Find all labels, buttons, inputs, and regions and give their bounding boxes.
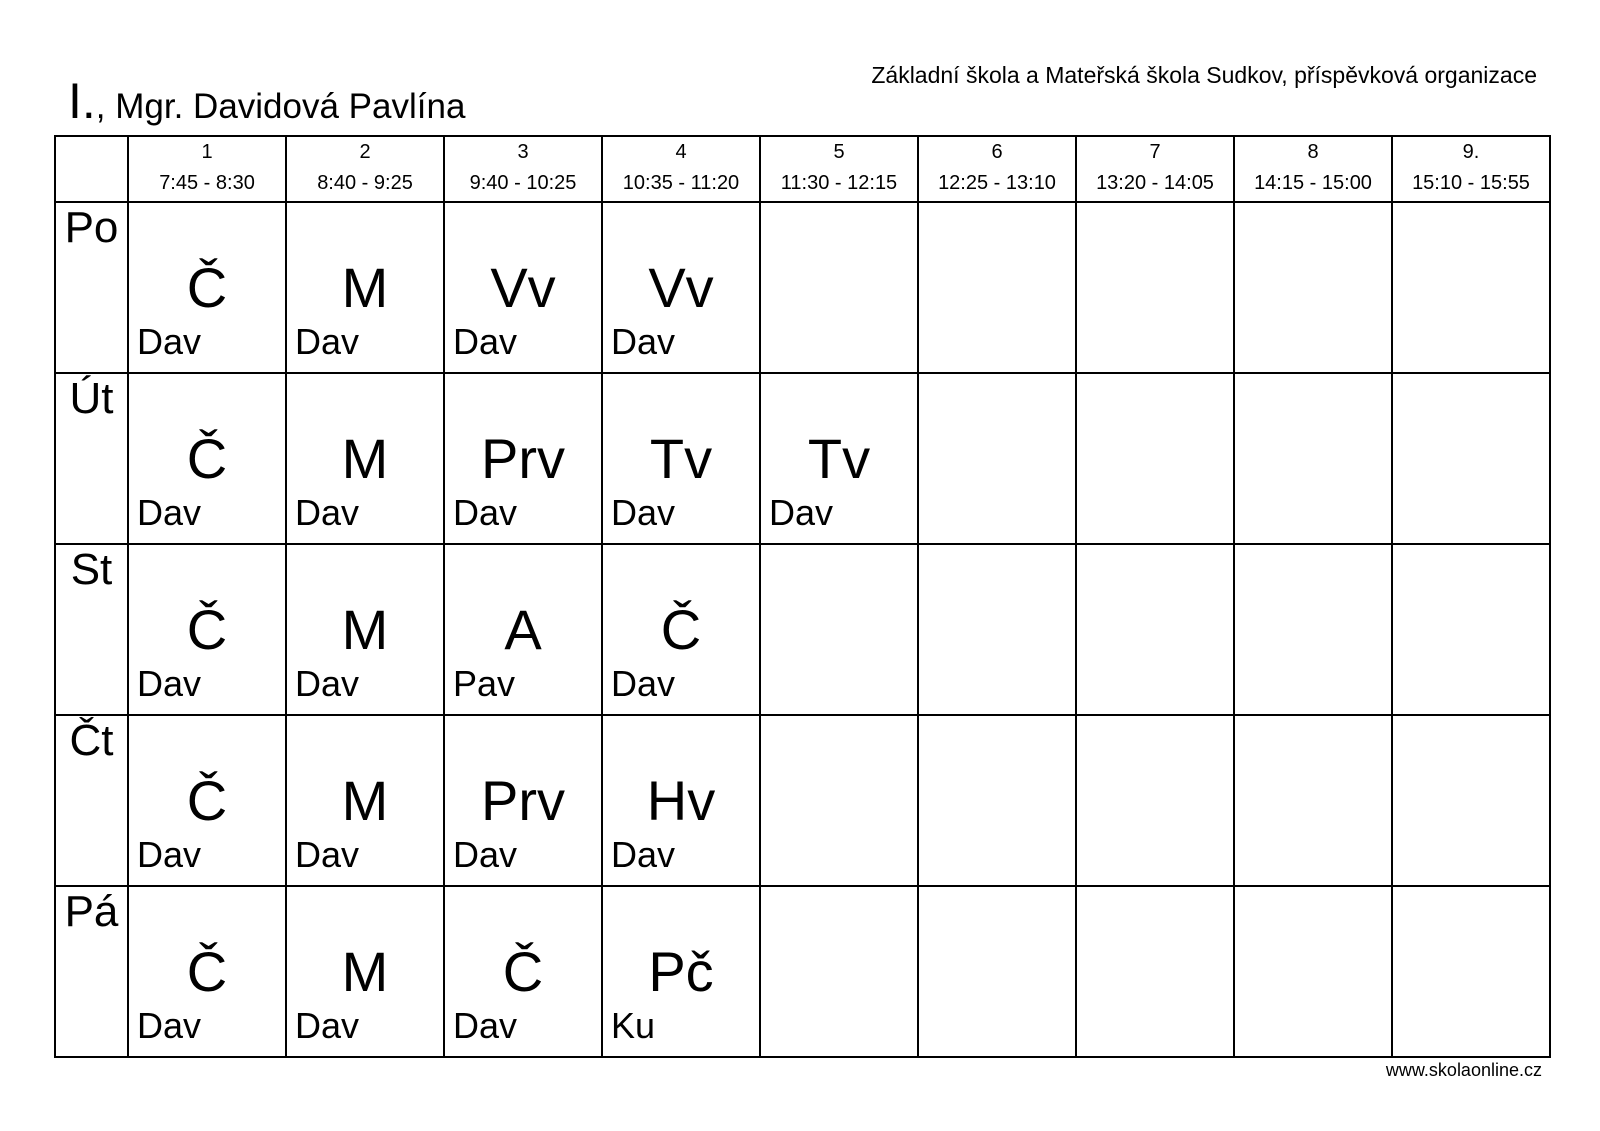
lesson-subject: Č — [186, 940, 228, 1003]
period-number: 9. — [1462, 141, 1480, 163]
period-header — [286, 136, 444, 202]
lesson-cell — [602, 715, 760, 886]
lesson-cell — [760, 544, 918, 715]
period-header — [918, 136, 1076, 202]
lesson-teacher: Ku — [611, 1005, 656, 1046]
period-number: 7 — [1149, 141, 1161, 163]
lesson-subject: Tv — [807, 427, 871, 490]
lesson-cell — [1076, 544, 1234, 715]
period-header — [444, 136, 602, 202]
lesson-subject: Prv — [481, 427, 565, 490]
lesson-teacher: Dav — [611, 663, 676, 704]
lesson-teacher: Dav — [295, 834, 360, 875]
lesson-cell — [444, 202, 602, 373]
lesson-teacher: Dav — [295, 492, 360, 533]
day-label — [55, 886, 128, 1057]
lesson-cell — [1234, 373, 1392, 544]
lesson-subject: Pč — [648, 940, 714, 1003]
lesson-cell — [1392, 544, 1550, 715]
period-time: 12:25 - 13:10 — [938, 172, 1056, 194]
timetable — [54, 135, 1551, 1058]
lesson-cell — [918, 202, 1076, 373]
lesson-cell — [1392, 715, 1550, 886]
lesson-cell — [128, 202, 286, 373]
day-row — [55, 715, 1550, 886]
day-row — [55, 202, 1550, 373]
lesson-teacher: Dav — [453, 1005, 518, 1046]
lesson-cell — [1076, 373, 1234, 544]
lesson-teacher: Dav — [611, 834, 676, 875]
lesson-teacher: Dav — [453, 321, 518, 362]
lesson-cell — [128, 373, 286, 544]
period-number: 8 — [1307, 141, 1319, 163]
period-time: 15:10 - 15:55 — [1412, 172, 1530, 194]
lesson-subject: M — [341, 598, 389, 661]
lesson-cell — [1234, 544, 1392, 715]
period-header — [1234, 136, 1392, 202]
day-row — [55, 886, 1550, 1057]
lesson-subject: M — [341, 427, 389, 490]
schedule-title — [68, 73, 466, 129]
lesson-subject: A — [504, 598, 542, 661]
period-time: 13:20 - 14:05 — [1096, 172, 1214, 194]
lesson-teacher: Dav — [611, 492, 676, 533]
lesson-subject: Vv — [648, 256, 714, 319]
lesson-cell — [1234, 202, 1392, 373]
period-header — [1076, 136, 1234, 202]
lesson-cell — [286, 715, 444, 886]
lesson-cell — [1076, 715, 1234, 886]
lesson-subject: Č — [186, 427, 228, 490]
lesson-subject: Vv — [490, 256, 556, 319]
period-number: 3 — [517, 141, 529, 163]
lesson-subject: Č — [502, 940, 544, 1003]
lesson-cell — [602, 544, 760, 715]
lesson-subject: M — [341, 940, 389, 1003]
lesson-subject: Č — [186, 769, 228, 832]
day-name: St — [70, 545, 113, 594]
day-row — [55, 373, 1550, 544]
lesson-teacher: Dav — [295, 663, 360, 704]
lesson-teacher: Dav — [453, 492, 518, 533]
lesson-subject: M — [341, 256, 389, 319]
lesson-cell — [444, 373, 602, 544]
lesson-cell — [1234, 715, 1392, 886]
lesson-cell — [760, 886, 918, 1057]
day-label — [55, 373, 128, 544]
lesson-cell — [1234, 886, 1392, 1057]
lesson-cell — [760, 373, 918, 544]
lesson-teacher: Dav — [611, 321, 676, 362]
period-time: 14:15 - 15:00 — [1254, 172, 1372, 194]
lesson-subject: Č — [186, 256, 228, 319]
lesson-cell — [444, 544, 602, 715]
lesson-cell — [1392, 886, 1550, 1057]
day-label — [55, 715, 128, 886]
lesson-teacher: Dav — [137, 663, 202, 704]
lesson-cell — [602, 202, 760, 373]
day-name: Út — [69, 374, 114, 423]
lesson-cell — [1076, 202, 1234, 373]
lesson-cell — [760, 202, 918, 373]
day-label — [55, 544, 128, 715]
lesson-cell — [918, 886, 1076, 1057]
lesson-subject: Č — [660, 598, 702, 661]
period-number: 2 — [359, 141, 371, 163]
lesson-cell — [128, 544, 286, 715]
lesson-teacher: Dav — [769, 492, 834, 533]
lesson-teacher: Dav — [137, 1005, 202, 1046]
period-number: 1 — [201, 141, 213, 163]
lesson-cell — [602, 373, 760, 544]
lesson-teacher: Dav — [295, 321, 360, 362]
footer-url: www.skolaonline.cz — [1385, 1060, 1542, 1080]
day-label — [55, 202, 128, 373]
period-time: 7:45 - 8:30 — [159, 172, 255, 194]
period-number: 4 — [675, 141, 687, 163]
period-time: 8:40 - 9:25 — [317, 172, 413, 194]
lesson-cell — [128, 886, 286, 1057]
lesson-teacher: Dav — [295, 1005, 360, 1046]
day-name: Pá — [64, 887, 119, 936]
lesson-cell — [286, 373, 444, 544]
lesson-cell — [1392, 202, 1550, 373]
period-time: 10:35 - 11:20 — [622, 172, 740, 194]
lesson-cell — [918, 715, 1076, 886]
lesson-subject: Prv — [481, 769, 565, 832]
lesson-cell — [286, 202, 444, 373]
lesson-cell — [602, 886, 760, 1057]
period-number: 6 — [991, 141, 1003, 163]
lesson-cell — [918, 373, 1076, 544]
period-time: 9:40 - 10:25 — [469, 172, 577, 194]
lesson-teacher: Dav — [453, 834, 518, 875]
lesson-cell — [286, 544, 444, 715]
school-name: Základní škola a Mateřská škola Sudkov, příspěvková organizace — [871, 62, 1537, 88]
period-header — [1392, 136, 1550, 202]
period-number: 5 — [833, 141, 845, 163]
lesson-cell — [918, 544, 1076, 715]
class-name: I. — [68, 73, 96, 129]
lesson-cell — [286, 886, 444, 1057]
lesson-subject: Tv — [649, 427, 713, 490]
lesson-subject: Hv — [646, 769, 716, 832]
period-header — [602, 136, 760, 202]
lesson-cell — [128, 715, 286, 886]
lesson-subject: M — [341, 769, 389, 832]
lesson-cell — [1076, 886, 1234, 1057]
lesson-teacher: Pav — [453, 663, 516, 704]
period-header — [760, 136, 918, 202]
period-time: 11:30 - 12:15 — [780, 172, 898, 194]
teacher-name: , Mgr. Davidová Pavlína — [95, 87, 466, 126]
day-row — [55, 544, 1550, 715]
lesson-cell — [444, 715, 602, 886]
period-header-row — [55, 136, 1550, 202]
day-name: Čt — [69, 716, 114, 765]
lesson-teacher: Dav — [137, 492, 202, 533]
day-name: Po — [64, 203, 119, 252]
period-header — [128, 136, 286, 202]
lesson-subject: Č — [186, 598, 228, 661]
lesson-cell — [760, 715, 918, 886]
lesson-cell — [444, 886, 602, 1057]
lesson-teacher: Dav — [137, 834, 202, 875]
corner-cell — [55, 136, 128, 202]
lesson-cell — [1392, 373, 1550, 544]
lesson-teacher: Dav — [137, 321, 202, 362]
